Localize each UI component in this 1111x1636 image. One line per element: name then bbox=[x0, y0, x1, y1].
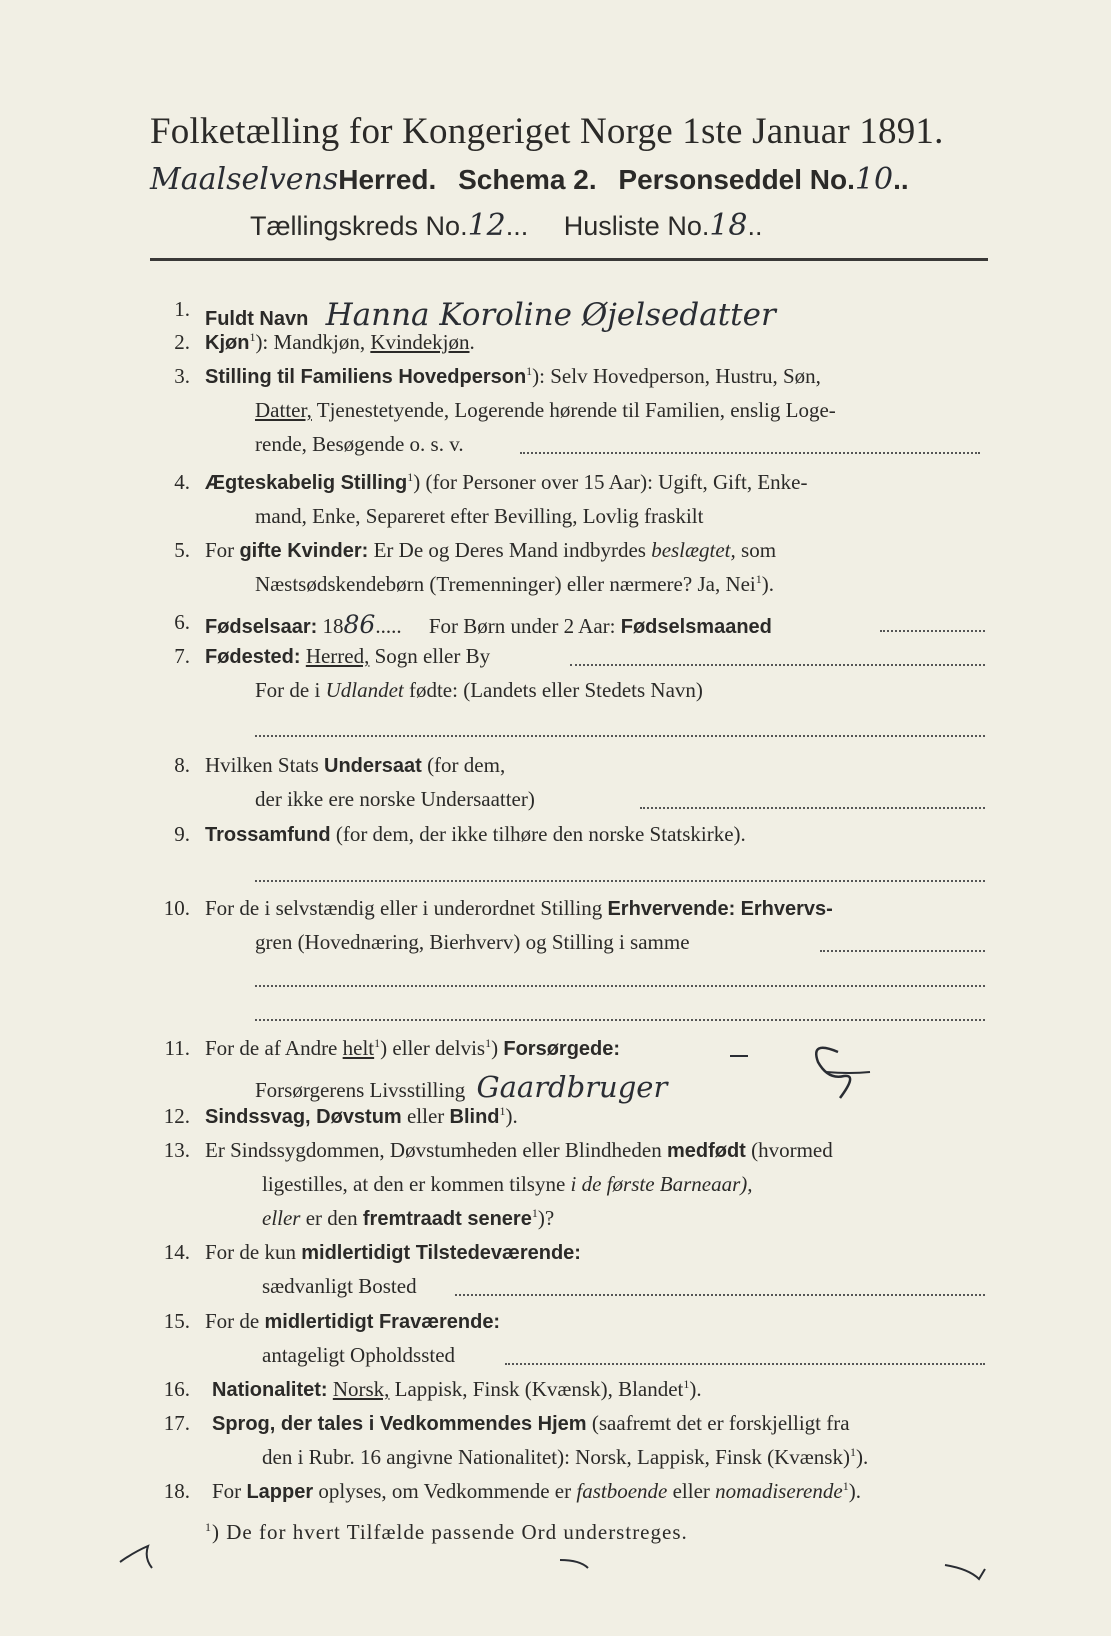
married-women-row-2: Næstsødskendebørn (Tremenninger) eller nærmere? Ja, Nei$^1$). bbox=[255, 572, 775, 596]
birthplace-herred: Herred, bbox=[305, 644, 370, 668]
birth-year-value: 86 bbox=[343, 610, 376, 639]
field-number: 15. bbox=[163, 1309, 190, 1333]
field-number: 17. bbox=[163, 1411, 190, 1435]
nationality-norsk: Norsk, bbox=[332, 1377, 390, 1401]
language-note: (saafremt det er forskjelligt fra bbox=[591, 1411, 850, 1435]
birthplace-label: Fødested: bbox=[205, 646, 301, 668]
lapps-label: Lapper bbox=[246, 1481, 314, 1503]
married-women-question-2: Næstsødskendebørn (Tremenninger) eller nærmere? Ja, Nei bbox=[255, 572, 756, 596]
nationality-label: Nationalitet: bbox=[212, 1379, 328, 1401]
lapps-fastboende: fastboende bbox=[576, 1479, 668, 1503]
congenital-label: medfødt bbox=[666, 1140, 746, 1162]
lapps-nomadiserende: nomadiserende bbox=[715, 1479, 843, 1503]
congenital-question-2: ligestilles, at den er kommen tilsyne bbox=[262, 1172, 566, 1196]
family-position-row: Stilling til Familiens Hovedperson$^1$): Selv Hovedperson, Hustru, Søn, bbox=[205, 364, 821, 388]
temp-absent-pre: For de bbox=[205, 1309, 260, 1333]
lapps-eller: eller bbox=[672, 1479, 710, 1503]
marital-row: Ægteskabelig Stilling$^1$) (for Personer over 15 Aar): Ugift, Gift, Enke- bbox=[205, 470, 808, 494]
occupation-label-2: Erhvervs- bbox=[740, 898, 833, 920]
citizenship-label: Undersaat bbox=[324, 755, 422, 777]
full-name-value: Hanna Koroline Øjelsedatter bbox=[325, 297, 776, 333]
field-number: 9. bbox=[174, 822, 190, 846]
field-number: 18. bbox=[163, 1479, 190, 1503]
husliste-number: 18 bbox=[709, 208, 748, 243]
marital-options-1: (for Personer over 15 Aar): Ugift, Gift, Enke- bbox=[425, 470, 808, 494]
field-number: 11. bbox=[164, 1036, 190, 1060]
field-number: 6. bbox=[174, 610, 190, 634]
religion-label: Trossamfund bbox=[205, 824, 331, 846]
kreds-number: 12 bbox=[467, 208, 506, 243]
nationality-options: Lappisk, Finsk (Kvænsk), Blandet bbox=[394, 1377, 684, 1401]
field-number: 2. bbox=[174, 330, 190, 354]
language-label: Sprog, der tales i Vedkommendes Hjem bbox=[212, 1413, 587, 1435]
gender-option-male: Mandkjøn, bbox=[273, 330, 366, 354]
citizenship-pre: Hvilken Stats bbox=[205, 753, 319, 777]
field-number: 16. bbox=[163, 1377, 190, 1401]
congenital-row-3: eller er den fremtraadt senere$^1$)? bbox=[262, 1206, 555, 1230]
field-number: 12. bbox=[163, 1104, 190, 1128]
full-name-label: Fuldt Navn bbox=[205, 308, 309, 330]
provider-value: Gaardbruger bbox=[476, 1070, 668, 1104]
municipality-handwritten: Maalselvens bbox=[150, 162, 339, 197]
provided-pre: For de af Andre bbox=[205, 1036, 338, 1060]
congenital-eller: eller bbox=[262, 1206, 301, 1230]
probable-residence-label: antageligt Opholdssted bbox=[262, 1343, 456, 1367]
field-number: 8. bbox=[174, 753, 190, 777]
congenital-question-3: er den bbox=[305, 1206, 358, 1230]
usual-residence-label: sædvanligt Bosted bbox=[262, 1274, 417, 1298]
footnote-marker: 1 bbox=[205, 1520, 212, 1534]
family-position-datter: Datter, bbox=[255, 398, 312, 422]
disability-row: Sindssvag, Døvstum eller Blind$^1$). bbox=[205, 1104, 518, 1128]
field-number: 3. bbox=[174, 364, 190, 388]
footnote-marker: 1 bbox=[249, 330, 256, 344]
congenital-question: Er Sindssygdommen, Døvstumheden eller Blindheden bbox=[205, 1138, 662, 1162]
nationality-row: Nationalitet: Norsk, Lappisk, Finsk (Kvænsk), Blandet$^1$). bbox=[212, 1377, 702, 1401]
footnote-text: De for hvert Tilfælde passende Ord understreges. bbox=[226, 1520, 688, 1544]
provided-row: For de af Andre helt$^1$) eller delvis$^1$) Forsørgede: bbox=[205, 1036, 621, 1060]
birthplace-abroad-udlandet: Udlandet bbox=[325, 678, 404, 702]
field-number: 13. bbox=[163, 1138, 190, 1162]
lapps-question: oplyses, om Vedkommende er bbox=[318, 1479, 572, 1503]
family-position-label: Stilling til Familiens Hovedperson bbox=[205, 366, 527, 388]
field-number: 10. bbox=[163, 896, 190, 920]
family-position-options-1: Selv Hovedperson, Hustru, Søn, bbox=[550, 364, 821, 388]
married-women-label: gifte Kvinder: bbox=[239, 540, 369, 562]
birth-month-pre: For Børn under 2 Aar: bbox=[428, 614, 616, 638]
temp-absent-label: midlertidigt Fraværende: bbox=[264, 1311, 501, 1333]
kreds-line: Tællingskreds No.12... Husliste No.18.. bbox=[250, 208, 763, 243]
citizenship-note: (for dem, bbox=[427, 753, 506, 777]
footnote: $^1$) De for hvert Tilfælde passende Ord understreges. bbox=[205, 1520, 688, 1544]
birthplace-options: Sogn eller By bbox=[374, 644, 491, 668]
personseddel-label: Personseddel No. bbox=[618, 164, 855, 195]
language-row-2: den i Rubr. 16 angivne Nationalitet): Norsk, Lappisk, Finsk (Kvænsk)$^1$). bbox=[262, 1445, 869, 1469]
temp-present-pre: For de kun bbox=[205, 1240, 296, 1264]
congenital-question-b: (hvormed bbox=[751, 1138, 833, 1162]
gender-label: Kjøn bbox=[205, 332, 250, 354]
personseddel-number: 10 bbox=[854, 162, 894, 197]
congenital-label-2: fremtraadt senere bbox=[362, 1208, 532, 1230]
married-women-som: som bbox=[741, 538, 777, 562]
schema-label: Schema 2. bbox=[458, 164, 597, 195]
birth-month-label: Fødselsmaaned bbox=[620, 616, 772, 638]
occupation-note: gren (Hovednæring, Bierhverv) og Stilling i samme bbox=[255, 930, 690, 954]
gender-row: Kjøn$^1$): Mandkjøn, Kvindekjøn. bbox=[205, 330, 475, 354]
field-number: 14. bbox=[163, 1240, 190, 1264]
schema-line: MaalselvensHerred. Schema 2. Personseddel No.10.. bbox=[150, 162, 909, 197]
herred-label: Herred. bbox=[338, 164, 437, 195]
field-number: 4. bbox=[174, 470, 190, 494]
married-women-question: Er De og Deres Mand indbyrdes bbox=[373, 538, 646, 562]
gender-option-female: Kvindekjøn bbox=[370, 330, 470, 354]
marital-label: Ægteskabelig Stilling bbox=[205, 472, 408, 494]
birthplace-abroad-pre: For de i bbox=[255, 678, 321, 702]
disability-eller: eller bbox=[406, 1104, 445, 1128]
provided-label: Forsørgede: bbox=[503, 1038, 621, 1060]
form-title: Folketælling for Kongeriget Norge 1ste Januar 1891. bbox=[150, 111, 944, 152]
provided-delvis: eller delvis bbox=[392, 1036, 486, 1060]
birth-year-row: Fødselsaar: 1886..... For Børn under 2 Aar: Fødselsmaaned bbox=[205, 610, 772, 639]
birth-year-prefix: 18 bbox=[322, 614, 344, 638]
occupation-label: Erhvervende: bbox=[607, 898, 736, 920]
congenital-question-2i: i de første Barneaar), bbox=[570, 1172, 753, 1196]
lapps-row: For Lapper oplyses, om Vedkommende er fastboende eller nomadiserende$^1$). bbox=[212, 1479, 861, 1503]
temp-present-label: midlertidigt Tilstedeværende: bbox=[301, 1242, 581, 1264]
field-number: 5. bbox=[174, 538, 190, 562]
married-women-pre: For bbox=[205, 538, 235, 562]
religion-note: (for dem, der ikke tilhøre den norske Statskirke). bbox=[335, 822, 746, 846]
disability-label-2: Blind bbox=[449, 1106, 500, 1128]
family-position-options-3: rende, Besøgende o. s. v. bbox=[255, 432, 464, 456]
husliste-label: Husliste No. bbox=[563, 211, 710, 241]
language-options: den i Rubr. 16 angivne Nationalitet): Norsk, Lappisk, Finsk (Kvænsk) bbox=[262, 1445, 850, 1469]
married-women-besl: beslægtet, bbox=[651, 538, 736, 562]
kreds-label: Tællingskreds No. bbox=[250, 211, 468, 241]
occupation-pre: For de i selvstændig eller i underordnet Stilling bbox=[205, 896, 603, 920]
family-position-options-2: Tjenestetyende, Logerende hørende til Familien, enslig Loge- bbox=[316, 398, 836, 422]
birth-year-label: Fødselsaar: bbox=[205, 616, 318, 638]
field-number: 7. bbox=[174, 644, 190, 668]
lapps-pre: For bbox=[212, 1479, 242, 1503]
citizenship-note-2: der ikke ere norske Undersaatter) bbox=[255, 787, 535, 811]
birthplace-abroad-rest: fødte: (Landets eller Stedets Navn) bbox=[408, 678, 703, 702]
disability-label: Sindssvag, Døvstum bbox=[205, 1106, 402, 1128]
provided-helt: helt bbox=[342, 1036, 375, 1060]
field-number: 1. bbox=[174, 297, 190, 321]
provider-label: Forsørgerens Livsstilling bbox=[255, 1078, 466, 1102]
marital-options-2: mand, Enke, Separeret efter Bevilling, Lovlig fraskilt bbox=[255, 504, 704, 528]
